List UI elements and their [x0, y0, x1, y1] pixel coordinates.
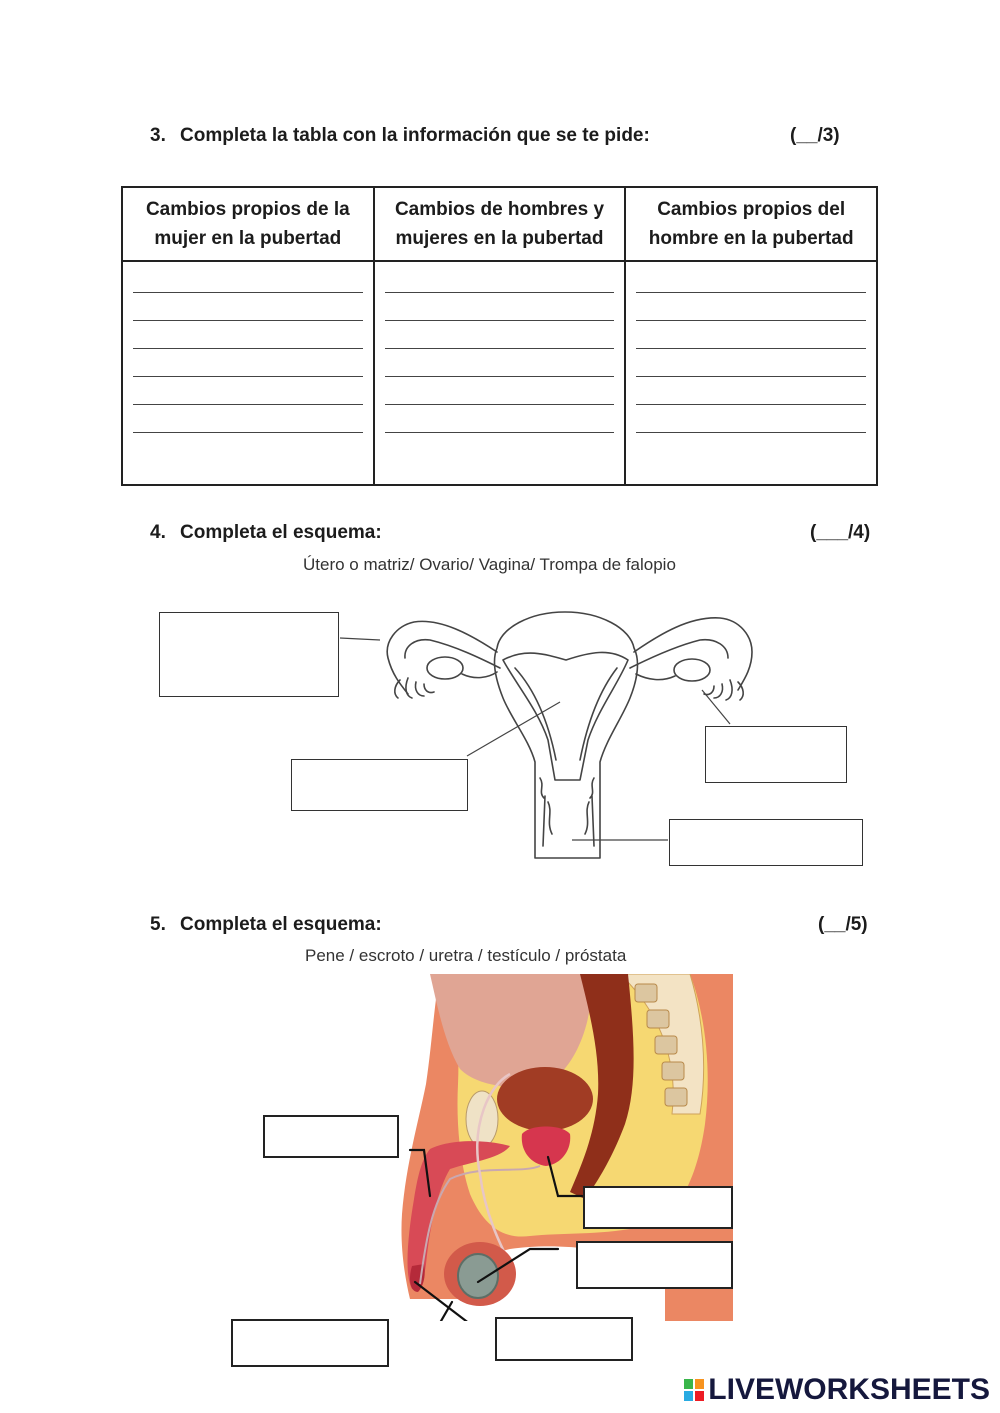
leader-line-tube	[340, 638, 380, 640]
answer-cell-both[interactable]	[374, 261, 626, 485]
vagina-canal	[543, 796, 594, 846]
uterine-cavity	[503, 652, 628, 780]
leader-line-uterus	[467, 702, 560, 756]
q5-score: (__/5)	[818, 914, 868, 935]
label-box-urethra[interactable]	[495, 1317, 633, 1361]
q5-word-bank: Pene / escroto / uretra / testículo / próstata	[305, 946, 627, 965]
answer-line[interactable]	[636, 404, 866, 405]
answer-line[interactable]	[636, 292, 866, 293]
bladder	[497, 1067, 593, 1131]
label-box-prostate[interactable]	[583, 1186, 733, 1229]
q5-number: 5.	[150, 914, 166, 935]
liveworksheets-logo	[684, 1373, 990, 1407]
label-box-ovary[interactable]	[705, 726, 847, 783]
label-box-scrotum[interactable]	[231, 1319, 389, 1367]
brand-name: LIVEWORKSHEETS	[708, 1373, 990, 1406]
answer-line[interactable]	[385, 348, 615, 349]
q3-score: (__/3)	[790, 125, 840, 146]
leader-line-ovary	[702, 690, 730, 724]
q3-number: 3.	[150, 125, 166, 146]
answer-line[interactable]	[385, 320, 615, 321]
right-ovary	[674, 659, 710, 681]
label-box-penis[interactable]	[263, 1115, 399, 1158]
testicle	[458, 1254, 498, 1298]
answer-line[interactable]	[636, 320, 866, 321]
answer-line[interactable]	[133, 376, 363, 377]
answer-line[interactable]	[133, 292, 363, 293]
answer-cell-male[interactable]	[625, 261, 877, 485]
pubic-bone	[466, 1091, 498, 1147]
answer-line[interactable]	[133, 404, 363, 405]
answer-line[interactable]	[636, 348, 866, 349]
table-header-male: Cambios propios del hombre en la pubertad	[625, 187, 877, 261]
table-header-female: Cambios propios de la mujer en la pubertad	[122, 187, 374, 261]
label-box-fallopian[interactable]	[159, 612, 339, 697]
answer-line[interactable]	[636, 432, 866, 433]
q5-title	[150, 914, 382, 936]
label-box-uterus[interactable]	[291, 759, 468, 811]
puberty-changes-table	[121, 186, 878, 486]
q4-word-bank: Útero o matriz/ Ovario/ Vagina/ Trompa de falopio	[303, 555, 676, 574]
answer-line[interactable]	[133, 432, 363, 433]
answer-cell-female[interactable]	[122, 261, 374, 485]
q4-title-text: Completa el esquema:	[180, 522, 382, 543]
liveworksheets-icon	[684, 1379, 704, 1401]
q4-score: (___/4)	[810, 522, 871, 543]
q5-title-text: Completa el esquema:	[180, 914, 382, 935]
label-box-vagina[interactable]	[669, 819, 863, 866]
answer-line[interactable]	[133, 320, 363, 321]
table-header-both: Cambios de hombres y mujeres en la pubertad	[374, 187, 626, 261]
answer-line[interactable]	[385, 292, 615, 293]
answer-line[interactable]	[385, 404, 615, 405]
uterus-outline	[495, 612, 638, 858]
q3-title	[150, 125, 650, 147]
answer-line[interactable]	[133, 348, 363, 349]
answer-line[interactable]	[636, 376, 866, 377]
left-ovary	[427, 657, 463, 679]
answer-line[interactable]	[385, 376, 615, 377]
q3-title-text: Completa la tabla con la información que se te pide:	[180, 125, 650, 146]
q4-title	[150, 522, 382, 544]
label-box-testicle[interactable]	[576, 1241, 733, 1289]
answer-line[interactable]	[385, 432, 615, 433]
q4-number: 4.	[150, 522, 166, 543]
